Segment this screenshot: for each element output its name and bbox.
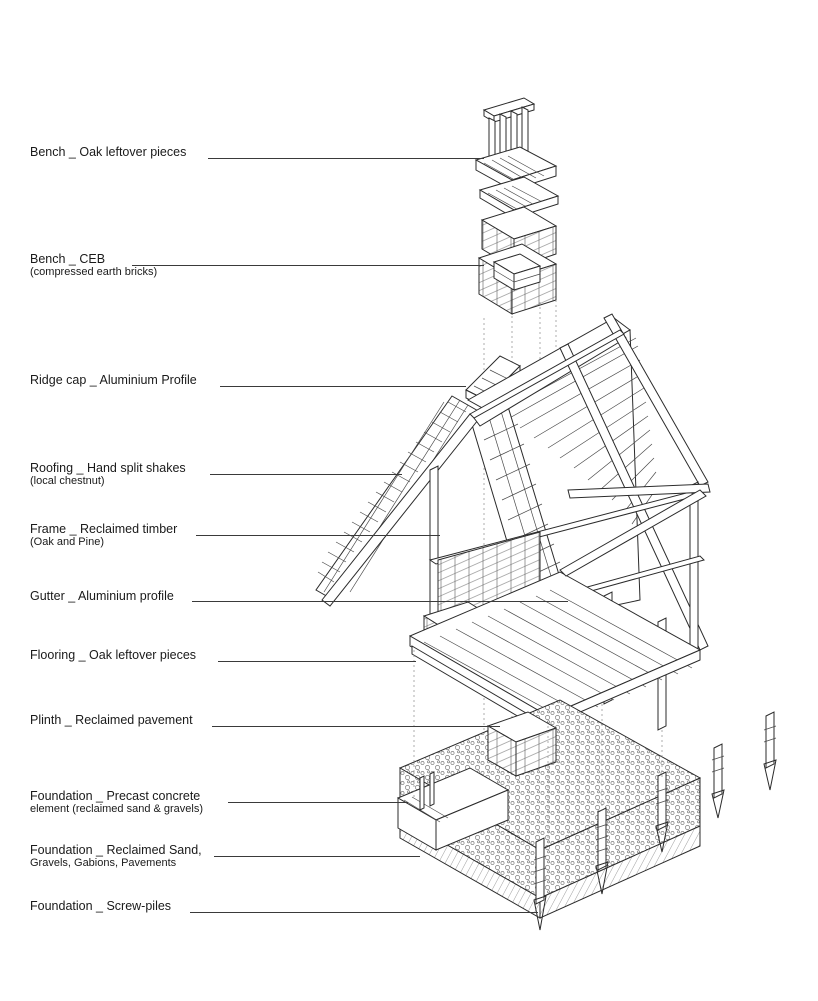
label-bench-ceb-text: Bench _ CEB: [30, 252, 106, 266]
label-foundation-screw-text: Foundation _ Screw-piles: [30, 899, 172, 913]
label-bench-oak: [30, 145, 186, 159]
leader-foundation-screw: [190, 912, 538, 913]
leader-gutter: [192, 601, 568, 602]
label-foundation-precast-text: Foundation _ Precast concrete: [30, 789, 201, 803]
label-foundation-precast: [30, 789, 203, 816]
label-roofing-sub: (local chestnut): [30, 475, 105, 487]
label-roofing-text: Roofing _ Hand split shakes: [30, 461, 186, 475]
label-flooring-text: Flooring _ Oak leftover pieces: [30, 648, 197, 662]
label-frame-sub: (Oak and Pine): [30, 536, 104, 548]
label-plinth: [30, 713, 193, 727]
label-foundation-screw: [30, 899, 171, 913]
label-bench-oak-text: Bench _ Oak leftover pieces: [30, 145, 187, 159]
label-foundation-precast-sub: element (reclaimed sand & gravels): [30, 803, 204, 815]
leader-foundation-sand: [214, 856, 420, 857]
label-plinth-text: Plinth _ Reclaimed pavement: [30, 713, 193, 727]
leader-ridge-cap: [220, 386, 466, 387]
label-foundation-sand-text: Foundation _ Reclaimed Sand,: [30, 843, 202, 857]
label-roofing: [30, 461, 186, 488]
leader-frame: [196, 535, 440, 536]
label-bench-ceb: [30, 252, 157, 279]
label-foundation-sand: [30, 843, 202, 870]
label-frame: [30, 522, 177, 549]
leader-plinth: [212, 726, 500, 727]
leader-roofing: [210, 474, 402, 475]
bench-ceb-group: [479, 207, 556, 314]
label-gutter-text: Gutter _ Aluminium profile: [30, 589, 174, 603]
label-foundation-sand-sub: Gravels, Gabions, Pavements: [30, 857, 177, 869]
label-gutter: [30, 589, 174, 603]
leader-bench-ceb: [132, 265, 484, 266]
label-bench-ceb-sub: (compressed earth bricks): [30, 266, 158, 278]
leader-flooring: [218, 661, 416, 662]
label-frame-text: Frame _ Reclaimed timber: [30, 522, 178, 536]
leader-foundation-precast: [228, 802, 408, 803]
leader-bench-oak: [208, 158, 484, 159]
label-flooring: [30, 648, 196, 662]
label-ridge-cap: [30, 373, 197, 387]
label-ridge-cap-text: Ridge cap _ Aluminium Profile: [30, 373, 197, 387]
